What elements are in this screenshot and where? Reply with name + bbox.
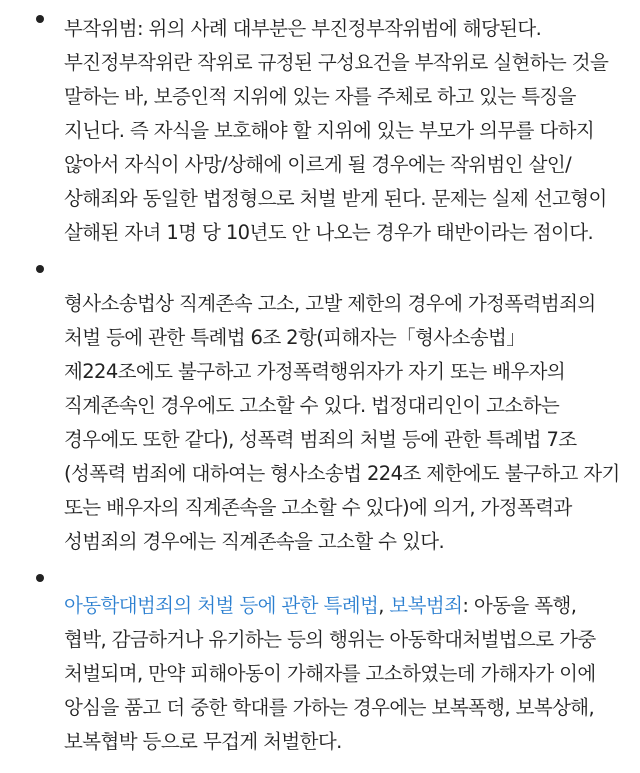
list-item-child-abuse (0, 559, 640, 759)
list-item-text: 형사소송법상 직계존속 고소, 고발 제한의 경우에 가정폭력범죄의 처벌 등에 관한 특례법 6조 2항(피해자는「형사소송법」 제224조에도 불구하고 가정폭력행위자가 자기 또는 배우자의 직계존속인 경우에도 고소할 수 있다. 법정대리인이 고소하는 경우에도 또한 같다), 성폭력 범죄의 처벌 등에 관한 특례법 7조(성폭력 범죄에 대하여는 형사소송법 224조 제한에도 불구하고 자기 또는 배우자의 직계존속을 고소할 수 있다)에 의거, 가정폭력과 성범죄의 경우에는 직계존속을 고소할 수 있다. (64, 292, 620, 553)
list-item-omission-crime (0, 0, 640, 250)
retaliation-crime-link[interactable]: 보복범죄 (389, 594, 463, 617)
bullet-icon (36, 265, 44, 273)
list-item-text: 부작위범: 위의 사례 대부분은 부진정부작위범에 해당된다. 부진정부작위란 작위로 규정된 구성요건을 부작위로 실현하는 것을 말하는 바, 보증인적 지위에 있는 자를 주체로 하고 있는 특징을 지닌다. 즉 자식을 보호해야 할 지위에 있는 부모가 의무를 다하지 않아서 자식이 사망/상해에 이르게 될 경우에는 작위범인 살인/상해죄와 동일한 법정형으로 처벌 받게 된다. 문제는 실제 선고형이 살해된 자녀 1명 당 10년도 안 나오는 경우가 태반이라는 점이다. (64, 17, 609, 244)
child-abuse-law-link[interactable]: 아동학대범죄의 처벌 등에 관한 특례법 (64, 594, 379, 617)
link-separator: , (378, 594, 390, 617)
bullet-icon (36, 15, 44, 23)
list-item-text (64, 589, 622, 759)
list-item-body: : 아동을 폭행, 협박, 감금하거나 유기하는 등의 행위는 아동학대처벌법으로 가중 처벌되며, 만약 피해아동이 가해자를 고소하였는데 가해자가 이에 앙심을 품고 더 중한 학대를 가하는 경우에는 보복폭행, 보복상해, 보복협박 등으로 무겁게 처벌한다. (64, 594, 596, 753)
bullet-icon (36, 574, 44, 582)
list-item-complaint-restriction (0, 250, 640, 559)
